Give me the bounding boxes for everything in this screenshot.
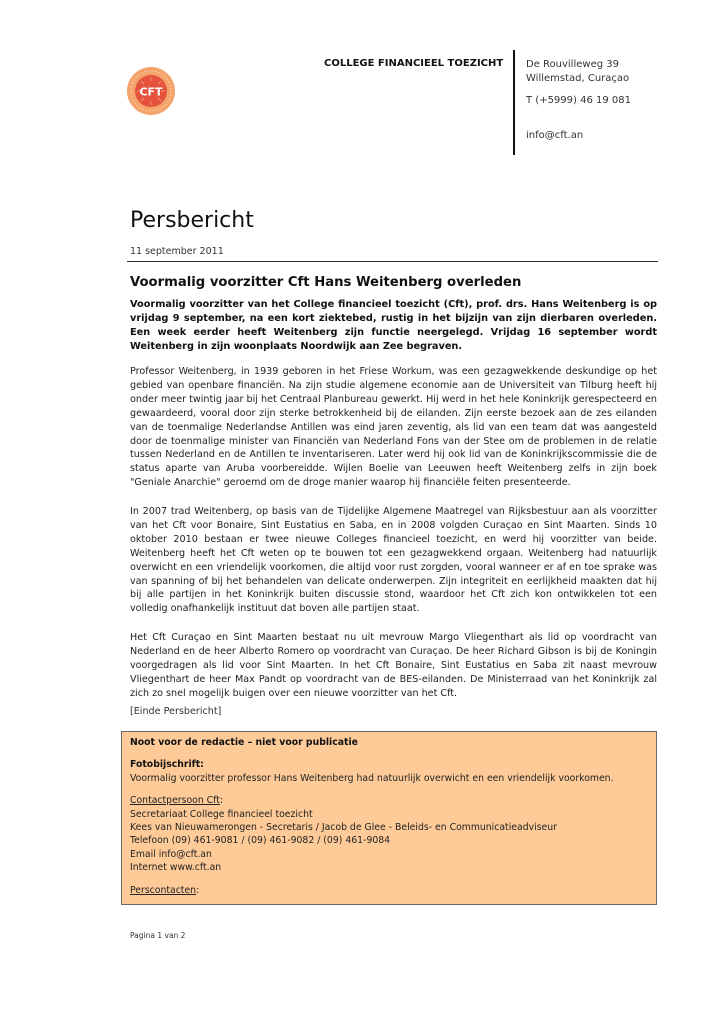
note-heading: Noot voor de redactie – niet voor publicatie <box>130 737 358 748</box>
address-city: Willemstad, Curaçao <box>526 73 630 84</box>
header-divider <box>513 50 515 155</box>
editorial-note-box <box>121 731 657 905</box>
cft-logo-icon <box>126 66 176 116</box>
title-divider <box>127 261 658 262</box>
contact-block <box>526 58 631 143</box>
contact-line: Kees van Nieuwamerongen - Secretaris / Jacob de Glee - Beleids- en Communicatieadviseur <box>130 822 557 834</box>
contact-line: Email info@cft.an <box>130 848 212 860</box>
contact-line: Internet www.cft.an <box>130 862 222 874</box>
contact-label: Contactpersoon Cft <box>130 795 220 807</box>
email-address[interactable]: info@cft.an <box>526 130 584 141</box>
body-paragraph: Professor Weitenberg, in 1939 geboren in het Friese Workum, was een gezagwekkende deskundige op het gebied van openbare financiën. Na zijn studie algemene economie aan de Universiteit van Tilburg heeft hij onder meer twintig jaar bij het Centraal Planbureau gewerkt. Hij werd in het hele Koninkrijk gerespecteerd en gewaardeerd, vooral door zijn sterke betrokkenheid bij de eilanden. Zijn eerste bezoek aan de zes eilanden van de toenmalige Nederlandse Antillen was eind jaren zeventig, als lid van een team dat was aangesteld door de toenmalige minister van Financiën van Nederland Fons van der Stee om de problemen in de relatie tussen Nederland en de Antillen te inventariseren. Later werd hij ook lid van de Koninkrijkscommissie die de status aparte van Aruba voorbereidde. Wijlen Boelie van Leeuwen heeft Weitenberg zelfs in zijn boek "Geniale Anarchie" geroemd om de droge manier waarop hij financiële feiten presenteerde. <box>130 366 657 489</box>
address-street: De Rouvilleweg 39 <box>526 59 619 70</box>
headline: Voormalig voorzitter Cft Hans Weitenberg overleden <box>130 275 522 290</box>
document-type-title: Persbericht <box>130 208 254 233</box>
contact-line: Telefoon (09) 461-9081 / (09) 461-9082 / (09) 461-9084 <box>130 835 391 847</box>
body-paragraph: In 2007 trad Weitenberg, op basis van de Tijdelijke Algemene Maatregel van Rijksbestuur aan als voorzitter van het Cft voor Bonaire, Sint Eustatius en Saba, en in 2008 volgden Curaçao en Sint Maarten. Sinds 10 oktober 2010 bestaan er twee nieuwe Colleges financieel toezicht, en werd hij voorzitter van beide. Weitenberg heeft het Cft weten op te bouwen tot een gezagwekkend orgaan. Weitenberg had natuurlijk overwicht en een vriendelijk voorkomen, die altijd voor rust zorgden, vooral wanneer er af en toe sprake was van spanning of bij het behandelen van delicate onderwerpen. Zijn integriteit en eerlijkheid maakten dat hij bij alle partijen in het Koninkrijk buiten discussie stond, waardoor het Cft zich kon ontwikkelen tot een volledig onafhankelijk instituut dat boven alle partijen staat. <box>130 506 657 615</box>
page-indicator: Pagina 1 van 2 <box>130 931 186 940</box>
contact-line: Secretariaat College financieel toezicht <box>130 808 313 820</box>
press-label: Perscontacten <box>130 884 197 896</box>
phone-number: T (+5999) 46 19 081 <box>526 95 631 106</box>
lead-paragraph: Voormalig voorzitter van het College financieel toezicht (Cft), prof. drs. Hans Weitenberg is op vrijdag 9 september, na een kort ziektebed, rustig in het bijzijn van zijn dierbaren overleden. Een week eerder heeft Weitenberg zijn functie neergelegd. Vrijdag 16 september wordt Weitenberg in zijn woonplaats Noordwijk aan Zee begraven. <box>130 299 657 352</box>
end-marker: [Einde Persbericht] <box>130 706 222 717</box>
cft-logo <box>126 66 176 116</box>
logo-text: CFT <box>139 85 163 99</box>
document-date: 11 september 2011 <box>130 246 224 257</box>
press-heading: Perscontacten: <box>130 884 200 896</box>
caption-label: Fotobijschrift: <box>130 759 204 771</box>
contact-heading: Contactpersoon Cft: <box>130 795 224 807</box>
caption-text: Voormalig voorzitter professor Hans Weitenberg had natuurlijk overwicht en een vriendelijk voorkomen. <box>130 772 614 784</box>
body-paragraph: Het Cft Curaçao en Sint Maarten bestaat nu uit mevrouw Margo Vliegenthart als lid op voordracht van Nederland en de heer Alberto Romero op voordracht van Curaçao. De heer Richard Gibson is bij de Koningin voorgedragen als lid voor Sint Maarten. In het Cft Bonaire, Sint Eustatius en Saba zit naast mevrouw Vliegenthart de heer Max Pandt op voordracht van de BES-eilanden. De Ministerraad van het Koninkrijk zal zich zo snel mogelijk buigen over een nieuwe voorzitter van het Cft. <box>130 632 657 699</box>
organization-name: COLLEGE FINANCIEEL TOEZICHT <box>324 58 504 69</box>
